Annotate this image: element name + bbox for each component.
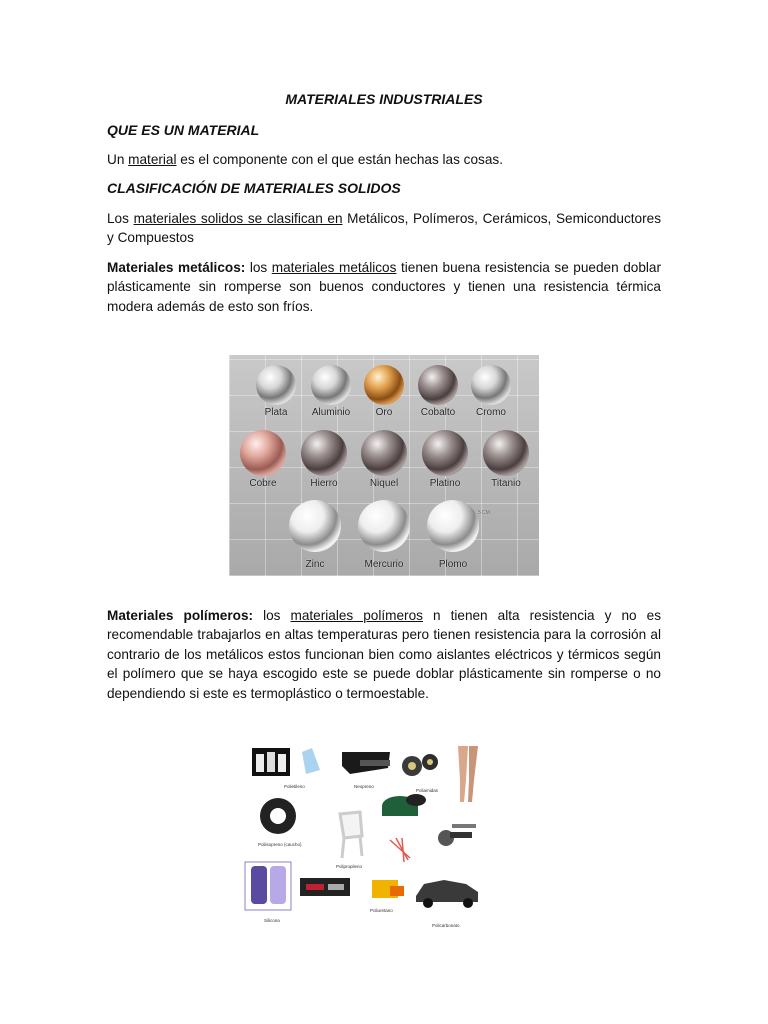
sphere-titanio (483, 430, 529, 476)
caption-silicona: Silicona (264, 918, 280, 923)
sphere-plata (256, 365, 296, 405)
metal-label-cromo: Cromo (475, 407, 506, 418)
caption-polipropileno: Polipropileno (336, 864, 363, 869)
label-metalicos: Materiales metálicos: (107, 260, 246, 275)
bag-photo (302, 748, 320, 774)
sphere-cobalto (418, 365, 458, 405)
paragraph-polimeros: Materiales polímeros: los materiales polímeros n tienen alta resistencia y no es recomendable trabajarlos en altas temperaturas pero tienen resistencia para la corrosión al contrario de los metálicos estos funcionan bien como aislantes eléctricos y térmicos según el polímero que se haya escogido este se puede doblar plásticamente sin romperse o no dependiendo si este es termoplástico o termoestable. (107, 608, 661, 701)
polymers-collage-image (240, 740, 490, 930)
metal-label-mercurio: Mercurio (364, 559, 404, 570)
sphere-aluminio (311, 365, 351, 405)
link-material[interactable]: material (128, 152, 177, 167)
metal-spheres (229, 355, 539, 576)
metal-label-platino: Platino (429, 478, 461, 489)
sphere-oro (364, 365, 404, 405)
sphere-hierro (301, 430, 347, 476)
sphere-platino (422, 430, 468, 476)
metal-label-plomo: Plomo (438, 559, 468, 570)
caption-neopreno: Neopreno (354, 784, 374, 789)
metal-label-titanio: Titanio (491, 478, 521, 489)
metal-label-cobre: Cobre (249, 478, 277, 489)
paragraph-material: Un material es el componente con el que están hechas las cosas. (107, 152, 503, 167)
link-materiales-metalicos[interactable]: materiales metálicos (271, 260, 397, 275)
metal-label-zinc: Zinc (305, 559, 325, 570)
metal-label-cobalto: Cobalto (420, 407, 456, 418)
polymer-products (240, 740, 490, 930)
link-materiales-polimeros[interactable]: materiales polímeros (290, 608, 423, 623)
metal-label-aluminio: Aluminio (311, 407, 351, 418)
paragraph-metalicos: Materiales metálicos: los materiales metálicos tienen buena resistencia se pueden doblar plásticamente sin romperse son buenos conductores y tienen una resistencia térmica modera además de esto son fríos. (107, 260, 661, 314)
link-materiales-solidos[interactable]: materiales solidos se clasifican en (133, 211, 343, 226)
sphere-niquel (361, 430, 407, 476)
section-heading-clasificacion: CLASIFICACIÓN DE MATERIALES SOLIDOS (107, 180, 401, 196)
label-polimeros: Materiales polímeros: (107, 608, 254, 623)
metal-label-niquel: Niquel (369, 478, 399, 489)
caption-poliamidas: Poliamidas (416, 788, 439, 793)
caption-policarbonato: Policarbonato (432, 923, 460, 928)
stockings-photo (458, 746, 468, 802)
cable-photo (390, 838, 410, 862)
sphere-cobre (240, 430, 286, 476)
section-heading-material: QUE ES UN MATERIAL (107, 122, 260, 138)
scale-mark: 5 CM (478, 510, 490, 516)
metal-label-plata: Plata (264, 407, 288, 418)
paragraph-clasificacion: Los materiales solidos se clasifican en Metálicos, Polímeros, Cerámicos, Semiconductores y Compuestos (107, 211, 661, 246)
sphere-zinc (289, 500, 341, 552)
sphere-cromo (471, 365, 511, 405)
caption-caucho: Poliisopreno (caucho) (258, 842, 302, 847)
sphere-plomo (427, 500, 479, 552)
document-title: MATERIALES INDUSTRIALES (285, 91, 483, 107)
polipropileno-photo (340, 812, 362, 858)
metal-label-hierro: Hierro (310, 478, 338, 489)
caption-polietileno: Polietileno (284, 784, 305, 789)
sphere-mercurio (358, 500, 410, 552)
caption-poliuretano: Poliuretano (370, 908, 393, 913)
metal-label-oro: Oro (375, 407, 393, 418)
metals-spheres-image (229, 355, 539, 576)
